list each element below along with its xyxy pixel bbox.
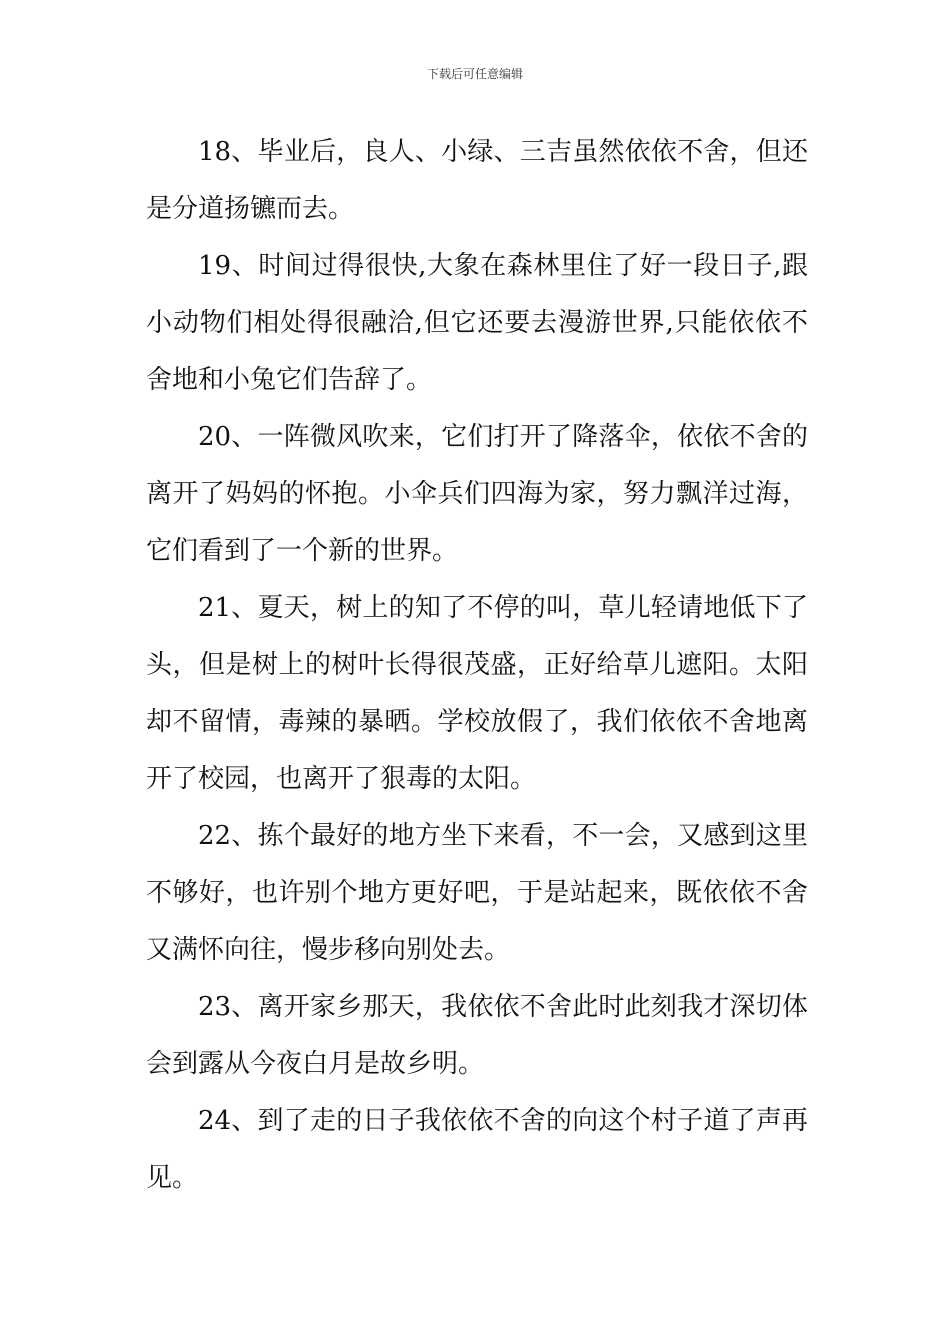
paragraph-21: 21、夏天，树上的知了不停的叫，草儿轻请地低下了头，但是树上的树叶长得很茂盛，正好给草儿遮阳。太阳却不留情，毒辣的暴晒。学校放假了，我们依依不舍地离开了校园，也离开了狠毒的太阳。 (146, 593, 808, 794)
paragraph-23: 23、离开家乡那天，我依依不舍此时此刻我才深切体会到露从今夜白月是故乡明。 (146, 992, 808, 1079)
paragraph-20: 20、一阵微风吹来，它们打开了降落伞，依依不舍的离开了妈妈的怀抱。小伞兵们四海为家，努力飘洋过海，它们看到了一个新的世界。 (146, 422, 808, 566)
paragraph-19: 19、时间过得很快,大象在森林里住了好一段日子,跟小动物们相处得很融洽,但它还要去漫游世界,只能依依不舍地和小兔它们告辞了。 (146, 251, 808, 395)
paragraph-24: 24、到了走的日子我依依不舍的向这个村子道了声再见。 (146, 1106, 808, 1193)
paragraph-18: 18、毕业后，良人、小绿、三吉虽然依依不舍，但还是分道扬镳而去。 (146, 137, 808, 224)
page-header: 下载后可任意编辑 (426, 67, 523, 81)
document-body (146, 124, 808, 1207)
paragraph-22: 22、拣个最好的地方坐下来看，不一会，又感到这里不够好，也许别个地方更好吧，于是站起来，既依依不舍又满怀向往，慢步移向别处去。 (146, 821, 808, 965)
